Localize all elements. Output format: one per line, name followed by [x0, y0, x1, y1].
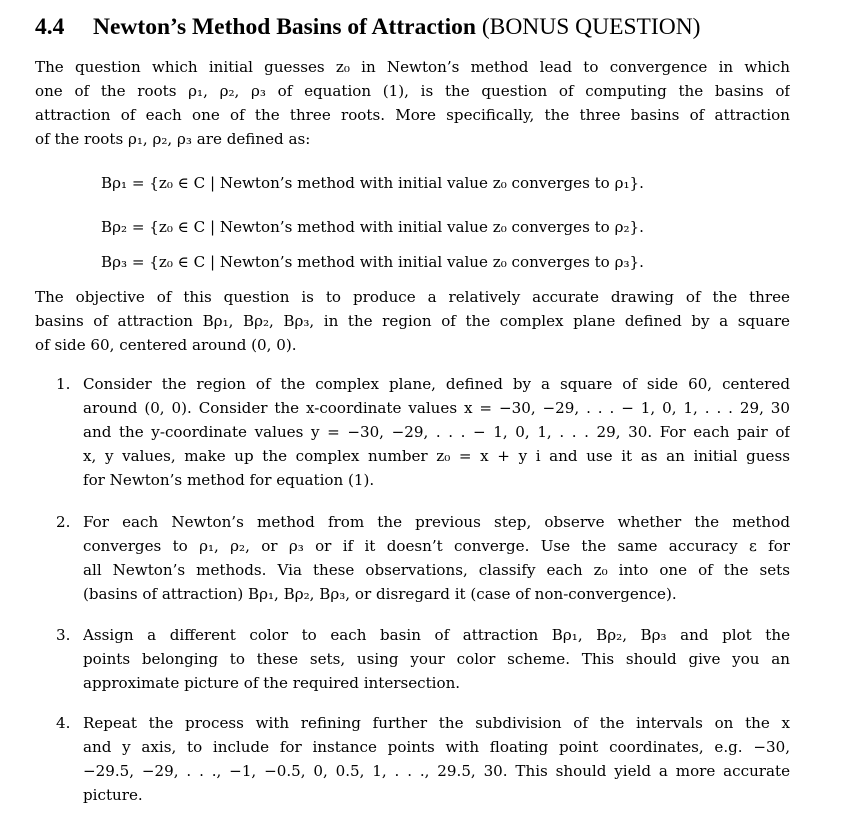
step-marker: 4. [56, 714, 71, 732]
equation-basin-2: Bρ₂ = {z₀ ∈ C | Newton’s method with initial value z₀ converges to ρ₂}. [101, 218, 644, 236]
section-title: Newton’s Method Basins of Attraction [93, 14, 476, 40]
text-line: converges to ρ₁, ρ₂, or ρ₃ or if it doesn’t converge. Use the same accuracy ε for [83, 537, 790, 555]
text-line: around (0, 0). Consider the x-coordinate values x = −30, −29, . . . − 1, 0, 1, . . . 29, 30 [83, 399, 790, 417]
text-line: Assign a different color to each basin of attraction Bρ₁, Bρ₂, Bρ₃ and plot the [83, 626, 790, 644]
text-line: one of the roots ρ₁, ρ₂, ρ₃ of equation (1), is the question of computing the basins of [35, 82, 790, 100]
text-line: The objective of this question is to produce a relatively accurate drawing of the three [35, 288, 790, 306]
text-line: The question which initial guesses z₀ in Newton’s method lead to convergence in which [35, 58, 790, 76]
text-line: and the y-coordinate values y = −30, −29, . . . − 1, 0, 1, . . . 29, 30. For each pair of [83, 423, 790, 441]
text-line: points belonging to these sets, using your color scheme. This should give you an [83, 650, 790, 668]
step-marker: 3. [56, 626, 71, 644]
intro-paragraph [35, 55, 790, 151]
text-line: all Newton’s methods. Via these observations, classify each z₀ into one of the sets [83, 561, 790, 579]
text-line: For each Newton’s method from the previous step, observe whether the method [83, 513, 790, 531]
text-line: basins of attraction Bρ₁, Bρ₂, Bρ₃, in the region of the complex plane defined by a square [35, 312, 790, 330]
text-line: of the roots ρ₁, ρ₂, ρ₃ are defined as: [35, 130, 311, 148]
equation-basin-1: Bρ₁ = {z₀ ∈ C | Newton’s method with initial value z₀ converges to ρ₁}. [101, 174, 644, 192]
text-line: for Newton’s method for equation (1). [83, 471, 375, 489]
text-line: attraction of each one of the three roots. More specifically, the three basins of attraction [35, 106, 790, 124]
text-line: approximate picture of the required intersection. [83, 674, 461, 692]
text-line: (basins of attraction) Bρ₁, Bρ₂, Bρ₃, or disregard it (case of non-convergence). [83, 585, 677, 603]
text-line: Repeat the process with refining further the subdivision of the intervals on the x [83, 714, 790, 732]
text-line: Consider the region of the complex plane, defined by a square of side 60, centered [83, 375, 790, 393]
objective-paragraph [35, 285, 790, 357]
section-number: 4.4 [35, 14, 65, 40]
text-line: x, y values, make up the complex number z₀ = x + y i and use it as an initial guess [83, 447, 790, 465]
text-line: −29.5, −29, . . ., −1, −0.5, 0, 0.5, 1, . . ., 29.5, 30. This should yield a more accurate [83, 762, 790, 780]
step-marker: 1. [56, 375, 71, 393]
bonus-label: (BONUS QUESTION) [481, 14, 701, 40]
text-line: and y axis, to include for instance points with floating point coordinates, e.g. −30, [83, 738, 790, 756]
step-marker: 2. [56, 513, 71, 531]
section-heading [35, 12, 835, 42]
text-line: picture. [83, 786, 143, 804]
equation-basin-3: Bρ₃ = {z₀ ∈ C | Newton’s method with initial value z₀ converges to ρ₃}. [101, 253, 644, 271]
text-line: of side 60, centered around (0, 0). [35, 336, 297, 354]
